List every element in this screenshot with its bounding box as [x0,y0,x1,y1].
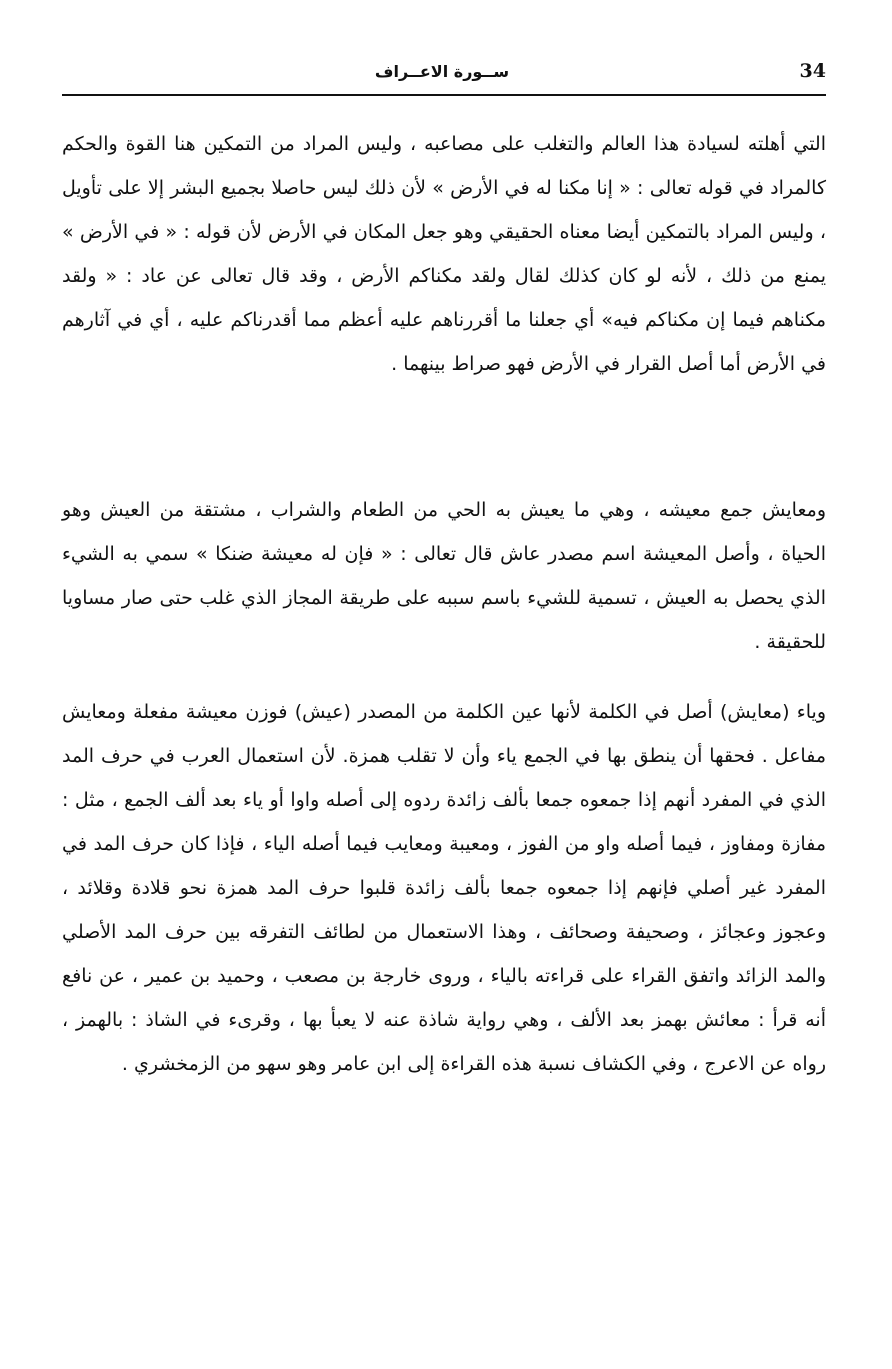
page-header [62,58,826,98]
paragraph: ومعايش جمع معيشه ، وهي ما يعيش به الحي من الطعام والشراب ، مشتقة من العيش وهو الحياة ، وأصل المعيشة اسم مصدر عاش قال تعالى : « فإن له معيشة ضنكا » سمي به الشيء الذي يحصل به العيش ، تسمية للشيء باسم سببه على طريقة المجاز الذي غلب حتى صار مساويا للحقيقة . [62,499,826,653]
paragraph: التي أهلته لسيادة هذا العالم والتغلب على مصاعبه ، وليس المراد من التمكين هنا القوة والحكم كالمراد في قوله تعالى : « إنا مكنا له في الأرض » لأن ذلك ليس حاصلا بجميع البشر إلا على تأويل ، وليس المراد بالتمكين أيضا معناه الحقيقي وهو جعل المكان في الأرض لأن قوله : « في الأرض » يمنع من ذلك ، لأنه لو كان كذلك لقال ولقد مكناكم الأرض ، وقد قال تعالى عن عاد : « ولقد مكناهم فيما إن مكناكم فيه» أي جعلنا ما أقررناهم عليه أعظم مما أقدرناكم عليه ، أي في آثارهم في الأرض أما أصل القرار في الأرض فهو صراط بينهما . [62,133,826,375]
header-rule [62,94,826,96]
running-title: ســورة الاعــراف [374,62,510,81]
paragraph: وياء (معايش) أصل في الكلمة لأنها عين الكلمة من المصدر (عيش) فوزن معيشة مفعلة ومعايش مفاعل . فحقها أن ينطق بها في الجمع ياء وأن لا تقلب همزة. لأن استعمال العرب في حرف المد الذي في المفرد أنهم إذا جمعوه جمعا بألف زائدة ردوه إلى أصله واوا أو ياء بعد ألف الجمع ، مثل : مفازة ومفاوز ، فيما أصله واو من الفوز ، ومعيبة ومعايب فيما أصله الياء ، فإذا كان حرف المد في المفرد غير أصلي فإنهم إذا جمعوه جمعا بألف زائدة قلبوا حرف المد همزة نحو قلادة وقلائد ، وعجوز وعجائز ، وصحيفة وصحائف ، وهذا الاستعمال من لطائف التفرقه بين حرف المد الأصلي والمد الزائد واتفق القراء على قراءته بالياء ، وروى خارجة بن مصعب ، وحميد بن عمير ، عن نافع أنه قرأ : معائش بهمز بعد الألف ، وهي رواية شاذة عنه لا يعبأ بها ، وقرىء في الشاذ : بالهمز ، رواه عن الاعرج ، وفي الكشاف نسبة هذه القراءة إلى ابن عامر وهو سهو من الزمخشري . [62,701,826,1075]
page-number: 34 [799,60,826,82]
